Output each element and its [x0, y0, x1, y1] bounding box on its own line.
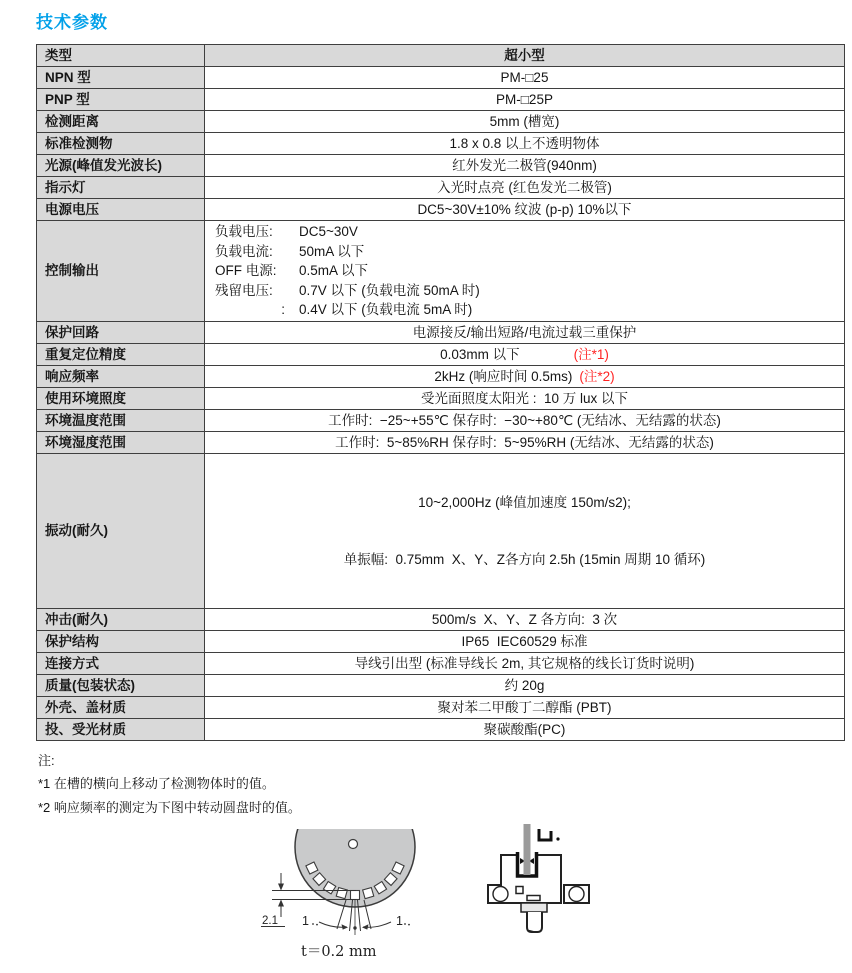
param-label: 振动(耐久)	[37, 453, 205, 608]
table-row	[37, 111, 845, 133]
table-row	[37, 45, 845, 67]
spec-table	[36, 44, 845, 741]
page-title: 技术参数	[36, 13, 108, 32]
indicator-lamp	[527, 895, 540, 900]
table-row	[37, 365, 845, 387]
param-label: 标准检测物	[37, 133, 205, 155]
param-label: 连接方式	[37, 652, 205, 674]
param-label: 质量(包装状态)	[37, 674, 205, 696]
table-row	[37, 409, 845, 431]
table-row-control-output	[37, 221, 845, 322]
param-label: 控制输出	[37, 221, 205, 322]
param-label: 检测距离	[37, 111, 205, 133]
param-value: 电源接反/输出短路/电流过载三重保护	[205, 321, 845, 343]
param-label: 重复定位精度	[37, 343, 205, 365]
dim-label-pitch-right: 1	[396, 913, 403, 928]
disc-center-hole-icon	[349, 839, 358, 848]
param-value: 约 20g	[205, 674, 845, 696]
vibration-line-2: 单振幅: 0.75mm X、Y、Z各方向 2.5h (15min 周期 10 循环)	[343, 551, 706, 567]
right-mounting-hole-icon	[569, 886, 584, 901]
control-output-line: OFF 电源: 0.5mA 以下	[215, 263, 369, 278]
sensor-front-view-diagram	[476, 824, 611, 942]
table-row	[37, 89, 845, 111]
table-row	[37, 431, 845, 453]
param-value: 受光面照度太阳光 : 10 万 lux 以下	[205, 387, 845, 409]
control-output-line: 负载电压: DC5~30V	[215, 224, 358, 239]
table-row	[37, 177, 845, 199]
dim-label-pitch-left: 1	[302, 913, 309, 928]
param-value: 工作时: −25~+55℃ 保存时: −30~+80℃ (无结冰、无结露的状态)	[205, 409, 845, 431]
param-label: 指示灯	[37, 177, 205, 199]
note-ref-2: (注*2)	[579, 368, 615, 384]
param-label: 类型	[37, 45, 205, 67]
footnote-1: *1 在槽的横向上移动了检测物体时的值。	[38, 775, 275, 791]
disc-edge-in-slot	[524, 824, 531, 875]
param-label: 环境温度范围	[37, 409, 205, 431]
table-row	[37, 321, 845, 343]
vibration-line-1: 10~2,000Hz (峰值加速度 150m/s2);	[418, 494, 631, 510]
param-value: PM-□25	[205, 67, 845, 89]
control-output-line: 负载电流: 50mA 以下	[215, 243, 365, 259]
table-row	[37, 608, 845, 630]
table-row	[37, 674, 845, 696]
param-value: 0.03mm 以下 (注*1)	[205, 343, 845, 365]
table-row	[37, 630, 845, 652]
response-frequency-disc-diagram	[253, 829, 453, 969]
param-value: 聚对苯二甲酸丁二醇酯 (PBT)	[205, 696, 845, 718]
param-value: 1.8 x 0.8 以上不透明物体	[205, 133, 845, 155]
table-row	[37, 696, 845, 718]
rotation-direction-icon	[539, 829, 560, 841]
param-label: 外壳、盖材质	[37, 696, 205, 718]
param-label: NPN 型	[37, 67, 205, 89]
param-label: 冲击(耐久)	[37, 608, 205, 630]
param-label: 环境湿度范围	[37, 431, 205, 453]
param-label: PNP 型	[37, 89, 205, 111]
left-mounting-hole-icon	[493, 886, 508, 901]
param-label: 光源(峰值发光波长)	[37, 155, 205, 177]
table-row	[37, 155, 845, 177]
measurement-diagrams	[0, 823, 852, 973]
param-value: PM-□25P	[205, 89, 845, 111]
footnote-title: 注:	[38, 752, 55, 768]
footnotes	[38, 750, 852, 816]
param-value: 500m/s X、Y、Z 各方向: 3 次	[205, 608, 845, 630]
param-value: DC5~30V±10% 纹波 (p-p) 10%以下	[205, 199, 845, 221]
param-value: 5mm (槽宽)	[205, 111, 845, 133]
indicator-window	[516, 886, 523, 893]
dim-label-2-1: 2.1	[262, 914, 278, 927]
param-label: 保护回路	[37, 321, 205, 343]
param-value: 导线引出型 (标准导线长 2m, 其它规格的线长订货时说明)	[205, 652, 845, 674]
footnote-2: *2 响应频率的测定为下图中转动圆盘时的值。	[38, 799, 301, 815]
table-row	[37, 718, 845, 740]
param-value: 红外发光二极管(940nm)	[205, 155, 845, 177]
table-row	[37, 133, 845, 155]
table-row	[37, 387, 845, 409]
param-value: 入光时点亮 (红色发光二极管)	[205, 177, 845, 199]
cable-stub	[527, 912, 542, 932]
table-row	[37, 67, 845, 89]
param-label: 电源电压	[37, 199, 205, 221]
table-row-vibration	[37, 453, 845, 608]
table-row	[37, 199, 845, 221]
cable-gland	[521, 903, 547, 912]
param-value: 超小型	[205, 45, 845, 67]
param-label: 响应频率	[37, 365, 205, 387]
param-value: IP65 IEC60529 标准	[205, 630, 845, 652]
control-output-line: 残留电压: 0.7V 以下 (负载电流 50mA 时)	[215, 282, 480, 298]
param-value: 2kHz (响应时间 0.5ms) (注*2)	[205, 365, 845, 387]
param-value	[205, 453, 845, 608]
param-value	[205, 221, 845, 322]
param-value: 工作时: 5~85%RH 保存时: 5~95%RH (无结冰、无结露的状态)	[205, 431, 845, 453]
table-row	[37, 652, 845, 674]
param-value: 聚碳酸酯(PC)	[205, 718, 845, 740]
note-ref-1: (注*1)	[573, 346, 609, 362]
disc-thickness-label: t＝0.2 mm	[301, 943, 377, 960]
table-row	[37, 343, 845, 365]
param-label: 使用环境照度	[37, 387, 205, 409]
param-label: 保护结构	[37, 630, 205, 652]
control-output-line: : 0.4V 以下 (负载电流 5mA 时)	[281, 302, 473, 317]
param-label: 投、受光材质	[37, 718, 205, 740]
